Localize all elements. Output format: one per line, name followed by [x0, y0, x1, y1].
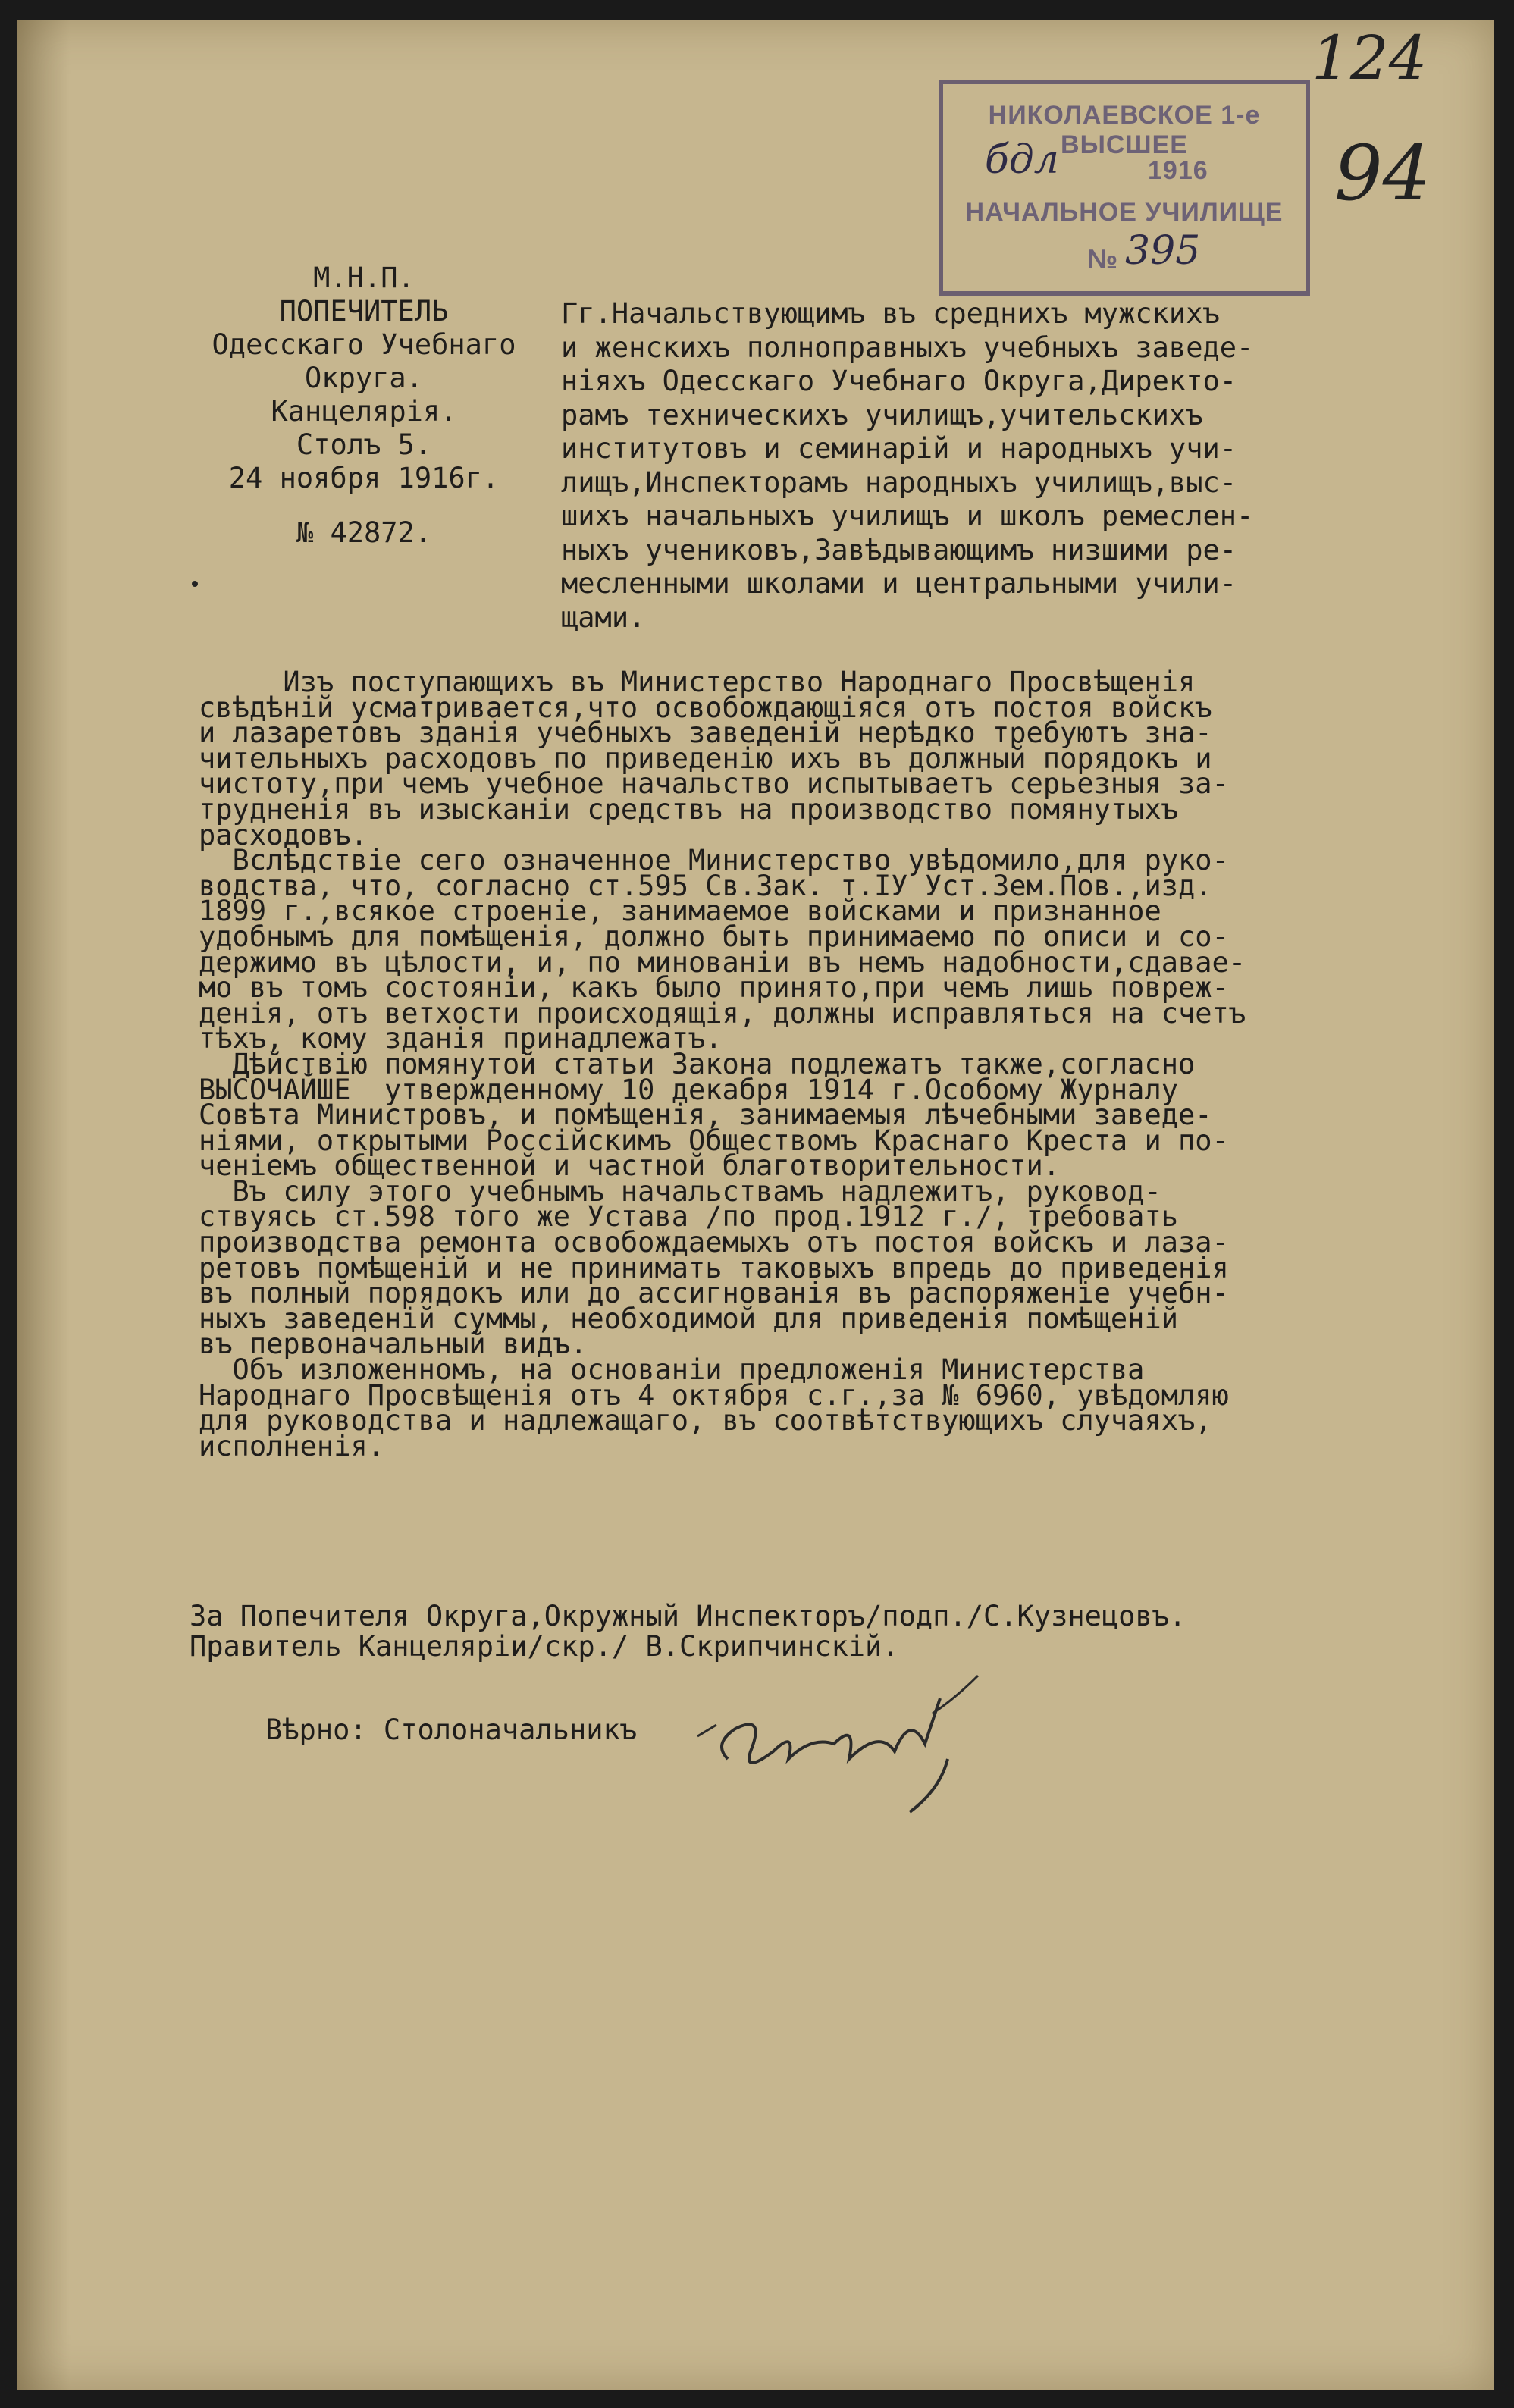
archive-number-page: 94: [1334, 129, 1431, 218]
body-line: 1899 г.,всякое строеніе, занимаемое войсками и признанное: [199, 895, 1161, 928]
certification-line: Вѣрно: Столоначальникъ: [265, 1714, 638, 1746]
sender-line: Одесскаго Учебнаго: [212, 328, 516, 361]
signature-line-chancellery: Правитель Канцеляріи/скр./ В.Скрипчинскій.: [190, 1630, 899, 1663]
body-line: Народнаго Просвѣщенія отъ 4 октября с.г.,за № 6960, увѣдомляю: [199, 1378, 1229, 1412]
body-line: Объ изложенномъ, на основаніи предложенія Министерства: [199, 1353, 1145, 1387]
body-line: держимо въ цѣлости, и, по минованіи въ немъ надобности,сдавае-: [199, 945, 1246, 979]
stamp-year: 1916: [1148, 156, 1208, 185]
addressee-line: щами.: [561, 600, 646, 634]
body-line: ретовъ помѣщеній и не принимать таковыхъ впредь до приведенія: [199, 1251, 1229, 1284]
body-line: удобнымъ для помѣщенія, должно быть принимаемо по описи и со-: [199, 920, 1229, 953]
school-stamp: [939, 80, 1310, 296]
addressee-line: рамъ техническихъ училищъ,учительскихъ: [561, 398, 1203, 431]
handwritten-signature: [682, 1668, 1061, 1820]
addressee-line: шихъ начальныхъ училищъ и школъ ремеслен-: [561, 500, 1254, 532]
body-line: расходовъ.: [199, 818, 368, 851]
addressee-line: Гг.Начальствующимъ въ среднихъ мужскихъ: [561, 297, 1220, 330]
body-line: ВЫСОЧАЙШЕ утвержденному 10 декабря 1914 г.Особому Журналу: [199, 1073, 1179, 1106]
stamp-line-1: НИКОЛАЕВСКОЕ 1-е ВЫСШЕЕ: [988, 101, 1261, 159]
body-line: свѣдѣній усматривается,что освобождающіяся отъ постоя войскъ: [199, 691, 1212, 724]
letter-body: [199, 666, 1381, 1463]
body-line: Дѣйствію помянутой статьи Закона подлежатъ также,согласно: [199, 1047, 1196, 1080]
addressee-line: и женскихъ полноправныхъ учебныхъ заведе-: [561, 331, 1254, 364]
body-line: трудненія въ изысканіи средствъ на производство помянутыхъ: [199, 792, 1179, 826]
addressee-line: ніяхъ Одесскаго Учебнаго Округа,Директо-: [561, 365, 1237, 397]
addressee-line: ныхъ учениковъ,Завѣдывающимъ низшими ре-: [561, 533, 1237, 566]
body-line: тѣхъ, кому зданія принадлежатъ.: [199, 1022, 723, 1055]
body-line: чительныхъ расходовъ по приведенію ихъ въ должный порядокъ и: [199, 742, 1212, 775]
page-fold-shadow: [17, 20, 70, 2390]
addressee-line: месленными школами и центральными учили-: [561, 567, 1237, 600]
sender-line: Округа.: [305, 362, 423, 394]
body-line: Совѣта Министровъ, и помѣщенія, занимаемыя лѣчебными заведе-: [199, 1099, 1212, 1132]
body-line: Изъ поступающихъ въ Министерство Народнаго Просвѣщенія: [199, 666, 1196, 698]
sender-line: 24 ноября 1916г.: [228, 462, 500, 494]
body-line: производства ремонта освобождаемыхъ отъ постоя войскъ и лаза-: [199, 1226, 1229, 1259]
body-line: Въ силу этого учебнымъ начальствамъ надлежитъ, руковод-: [199, 1174, 1161, 1208]
body-line: для руководства и надлежащаго, въ соотвѣтствующихъ случаяхъ,: [199, 1404, 1212, 1438]
stamp-number-label: №: [1087, 243, 1119, 274]
sender-line: М.Н.П.: [313, 262, 415, 294]
sender-line: ПОПЕЧИТЕЛЬ: [279, 295, 449, 328]
sender-line: Канцелярія.: [271, 395, 457, 428]
outgoing-number: № 42872.: [296, 516, 432, 549]
signature-line-inspector: За Попечителя Округа,Окружный Инспекторъ/подп./С.Кузнецовъ.: [190, 1600, 1186, 1632]
body-line: денія, отъ ветхости происходящія, должны исправляться на счетъ: [199, 996, 1246, 1030]
body-line: и лазаретовъ зданія учебныхъ заведеній нерѣдко требуютъ зна-: [199, 716, 1212, 750]
addressee-line: лищъ,Инспекторамъ народныхъ училищъ,выс-: [561, 466, 1237, 499]
body-line: ніями, открытыми Россійскимъ Обществомъ Краснаго Креста и по-: [199, 1124, 1229, 1157]
archive-number-top: 124: [1312, 23, 1428, 93]
body-line: ныхъ заведеній суммы, необходимой для приведенія помѣщеній: [199, 1302, 1179, 1335]
punch-mark: [192, 581, 198, 587]
body-line: водства, что, согласно ст.595 Св.Зак. т.IУ Уст.Зем.Пов.,изд.: [199, 869, 1212, 902]
body-line: чистоту,при чемъ учебное начальство испытываетъ серьезныя за-: [199, 767, 1229, 801]
body-line: въ полный порядокъ или до ассигнованія въ распоряженіе учебн-: [199, 1277, 1229, 1310]
sender-line: Столъ 5.: [296, 428, 432, 461]
body-line: мо въ томъ состояніи, какъ было принято,при чемъ лишь повреж-: [199, 971, 1229, 1005]
body-line: исполненія.: [199, 1429, 385, 1463]
body-line: Вслѣдствіе сего означенное Министерство увѣдомило,для руко-: [199, 844, 1229, 877]
body-line: ствуясь ст.598 того же Устава /по прод.1912 г./, требовать: [199, 1200, 1179, 1234]
body-line: въ первоначальный видъ.: [199, 1328, 588, 1361]
stamp-handwritten-month: бдл: [985, 137, 1059, 183]
addressee-block: [561, 297, 1380, 635]
body-line: ченіемъ общественной и частной благотворительности.: [199, 1149, 1061, 1183]
addressee-line: институтовъ и семинарій и народныхъ учи-: [561, 432, 1237, 465]
stamp-handwritten-number: 395: [1125, 228, 1201, 274]
sender-block: [167, 262, 561, 550]
stamp-line-3: НАЧАЛЬНОЕ УЧИЛИЩЕ: [965, 198, 1284, 227]
